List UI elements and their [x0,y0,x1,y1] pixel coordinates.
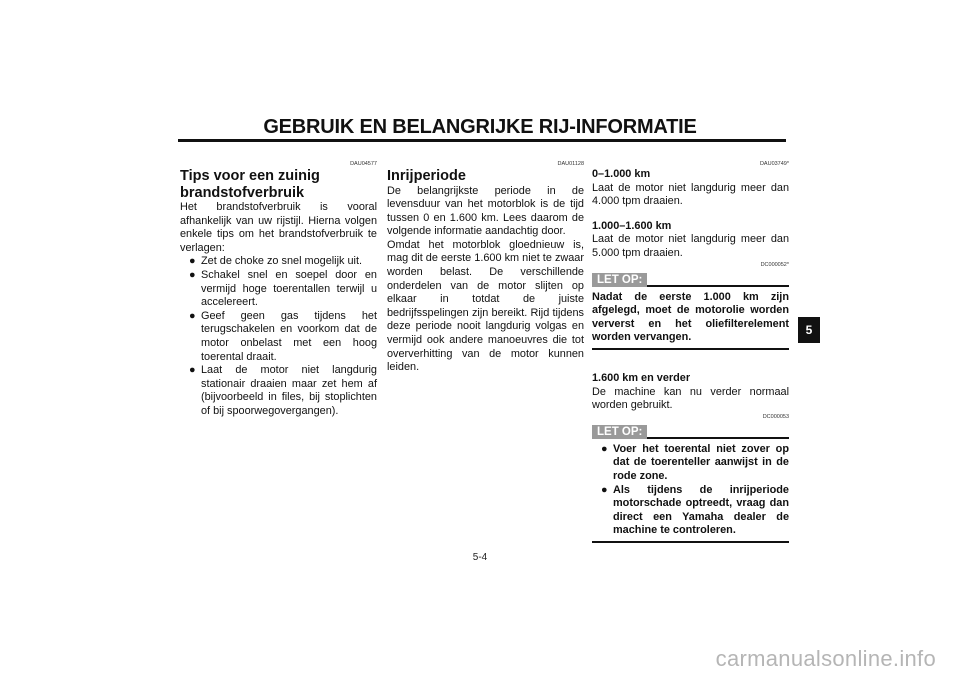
caution-end-rule [592,541,789,543]
caution-badge: LET OP: [592,425,647,439]
header-rule [178,139,786,142]
list-item: ● Geef geen gas tijdens het terugschakelen en voorkom dat de motor onbelast met een hoog toerental draait. [189,309,377,363]
caution-rule [647,285,789,287]
page-header-title: GEBRUIK EN BELANGRIJKE RIJ-INFORMATIE [263,116,697,138]
bullet-icon: ● [601,483,608,496]
caution-text: Nadat de eerste 1.000 km zijn afgelegd, moet de motorolie worden ververst en het oliefilterelement worden vervangen. [592,290,789,344]
watermark: carmanualsonline.info [715,646,936,671]
caution-badge: LET OP: [592,273,647,287]
page-number: 5-4 [472,552,488,563]
bullet-icon: ● [189,255,196,268]
section-code: DAU03749* [759,161,789,167]
section-code: DAU01128 [557,161,584,167]
caution-header [592,271,789,291]
list-item: ● Zet de choke zo snel mogelijk uit. [189,255,363,268]
bullet-icon: ● [189,268,196,281]
section-title: Tips voor een zuinig brandstofverbruik [180,168,320,201]
list-item: ● Laat de motor niet langdurig stationair draaien maar zet hem af (bijvoorbeeld in files, bij stoplichten of bij spoorwegovergangen). [189,364,377,417]
section-code: DAU04577 [350,161,377,167]
list-item: ● Schakel snel en soepel door en vermijd hoge toerentallen terwijl u accelereert. [189,268,377,309]
paragraph: Omdat het motorblok gloednieuw is, mag dit de eerste 1.600 km niet te zwaar worden belast. De verschillende onderdelen van de motor slijten op elkaar in totdat de juiste bedrijfsspelingen zijn bereikt. Rijd tijdens deze periode nooit langdurig volgas en vermijd ook andere manoeuvres die tot oververhitting van de motor kunnen leiden. [387,238,584,374]
stage-title: 0–1.000 km [592,168,651,180]
column-fuel-tips [180,160,377,419]
stage-title: 1.600 km en verder [592,371,691,384]
section-title: Inrijperiode [387,168,466,184]
column-break-in [387,160,584,375]
stage-text: De machine kan nu verder normaal worden gebruikt. [592,385,789,412]
bullet-icon: ● [601,442,608,455]
note-code: DC000052* [760,261,789,268]
intro-paragraph: Het brandstofverbruik is vooral afhankelijk van uw rijstijl. Hierna volgen enkele tips om het brandstofverbruik te verlagen: [180,201,377,254]
caution-header [592,423,789,443]
bullet-icon: ● [189,309,196,322]
chapter-tab: 5 [798,317,820,343]
column-break-in-stages [592,160,789,543]
note-code: DC000053 [762,413,789,420]
caution-list-item: ● Voer het toerental niet zover op dat de toerenteller aanwijst in de rode zone. [601,442,789,482]
bullet-icon: ● [189,364,196,377]
caution-list-item: ● Als tijdens de inrijperiode motorschade optreedt, vraag dan direct een Yamaha dealer de machine te controleren. [601,483,789,537]
stage-title: 1.000–1.600 km [592,219,672,232]
stage-text: Laat de motor niet langdurig meer dan 5.000 tpm draaien. [592,233,789,259]
paragraph: De belangrijkste periode in de levensduur van het motorblok is de tijd tussen 0 en 1.600 km. Lees daarom de volgende informatie aandachtig door. [387,184,584,238]
stage-text: Laat de motor niet langdurig meer dan 4.000 tpm draaien. [592,181,789,208]
caution-rule [647,437,789,439]
